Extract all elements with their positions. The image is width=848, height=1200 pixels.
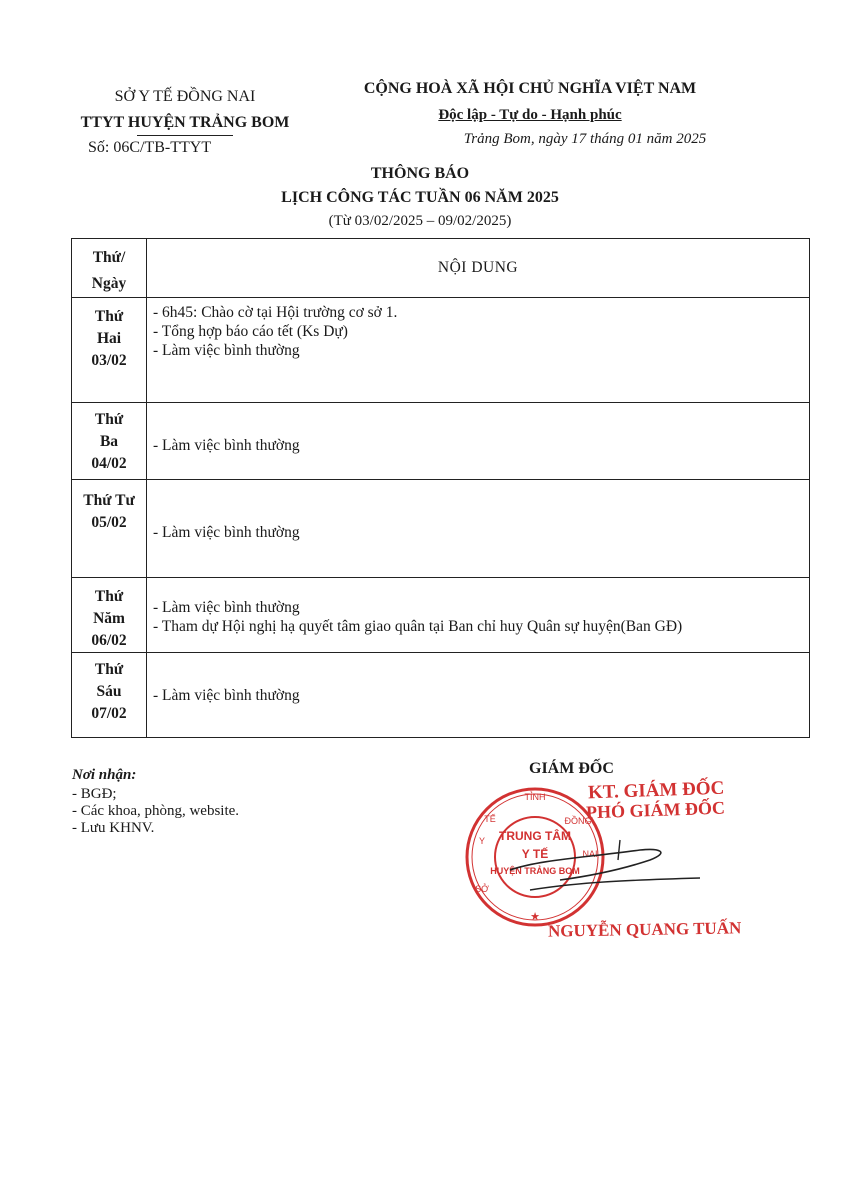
day-cell: Thứ Sáu 07/02 [72, 653, 147, 738]
table-row [72, 578, 810, 653]
header-right [310, 78, 750, 150]
doc-number: Số: 06C/TB-TTYT [88, 139, 212, 156]
table-header-row [72, 239, 810, 298]
motto: Độc lập - Tự do - Hạnh phúc [438, 107, 622, 123]
date-range: (Từ 03/02/2025 – 09/02/2025) [328, 213, 512, 229]
nation-title: CỘNG HOÀ XÃ HỘI CHỦ NGHĨA VIỆT NAM [363, 80, 697, 97]
seal-text: TẾ [484, 814, 496, 824]
seal-text: TỈNH [524, 792, 546, 802]
table-row [72, 653, 810, 738]
unit-underline [137, 135, 233, 136]
table-row [72, 298, 810, 403]
seal-text: Y TẾ [521, 847, 549, 861]
deputy-director: PHÓ GIÁM ĐỐC [585, 797, 726, 823]
content-cell: - Làm việc bình thường [147, 653, 810, 738]
recipient-item: - BGĐ; [72, 786, 117, 802]
director-title: GIÁM ĐỐC [529, 760, 614, 777]
recipients [72, 767, 332, 837]
signer-name: NGUYỄN QUANG TUẤN [547, 918, 742, 941]
schedule-table [71, 238, 810, 738]
day-cell: Thứ Tư 05/02 [72, 480, 147, 578]
table-row [72, 480, 810, 578]
seal-star-icon: ★ [530, 911, 540, 923]
header-day: Thứ/ Ngày [72, 239, 147, 298]
recipient-item: - Các khoa, phòng, website. [72, 803, 240, 819]
header-left [60, 86, 310, 158]
header-content: NỘI DUNG [147, 239, 810, 298]
seal-text: Y [478, 836, 486, 846]
recipients-label: Nơi nhận: [72, 767, 137, 783]
schedule-heading: LỊCH CÔNG TÁC TUẦN 06 NĂM 2025 [281, 189, 559, 206]
seal-text: NAI [582, 849, 598, 859]
content-cell: - 6h45: Chào cờ tại Hội trường cơ sở 1. - Tổng hợp báo cáo tết (Ks Dự) - Làm việc bình thường [147, 298, 810, 403]
table-row [72, 403, 810, 480]
seal-text: ĐỒNG [564, 816, 592, 826]
day-cell: Thứ Hai 03/02 [72, 298, 147, 403]
seal-text: SỞ [475, 884, 489, 894]
notice-heading: THÔNG BÁO [370, 165, 470, 182]
content-cell: - Làm việc bình thường - Tham dự Hội nghị hạ quyết tâm giao quân tại Ban chỉ huy Quân sự huyện(Ban GĐ) [147, 578, 810, 653]
department-name: SỞ Y TẾ ĐỒNG NAI [114, 88, 256, 105]
content-cell: - Làm việc bình thường [147, 480, 810, 578]
day-cell: Thứ Ba 04/02 [72, 403, 147, 480]
content-cell: - Làm việc bình thường [147, 403, 810, 480]
place-date: Trảng Bom, ngày 17 tháng 01 năm 2025 [463, 131, 707, 147]
notice-title [220, 162, 620, 232]
seal-text: HUYỆN TRẢNG BOM [490, 866, 580, 876]
handwritten-signature [500, 830, 720, 910]
unit-name: TTYT HUYỆN TRẢNG BOM [80, 114, 290, 131]
seal-text: TRUNG TÂM [499, 829, 571, 843]
day-cell: Thứ Năm 06/02 [72, 578, 147, 653]
recipient-item: - Lưu KHNV. [72, 820, 155, 836]
kt-director: KT. GIÁM ĐỐC [587, 777, 725, 804]
